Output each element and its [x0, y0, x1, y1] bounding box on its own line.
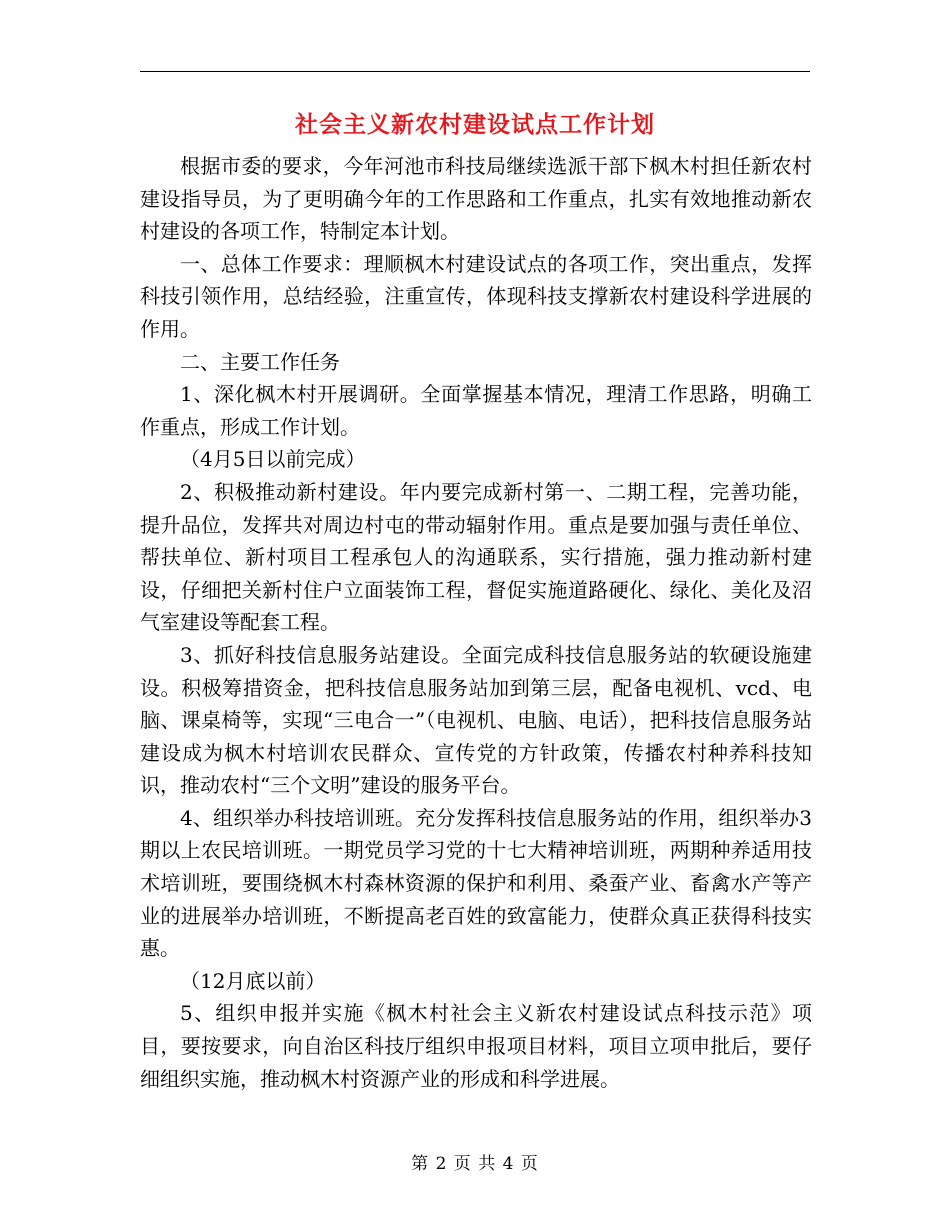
- paragraph-intro: 根据市委的要求，今年河池市科技局继续选派干部下枫木村担任新农村建设指导员，为了更明确今年的工作思路和工作重点，扎实有效地推动新农村建设的各项工作，特制定本计划。: [140, 154, 812, 244]
- paragraph-task-3: 3、抓好科技信息服务站建设。全面完成科技信息服务站的软硬设施建设。积极筹措资金，把科技信息服务站加到第三层，配备电视机、vcd、电脑、课桌椅等，实现“三电合一”（电视机、电脑、电话），把科技信息服务站建设成为枫木村培训农民群众、宣传党的方针政策，传播农村种养科技知识，推动农村“三个文明”建设的服务平台。: [140, 642, 812, 798]
- header-rule: [140, 71, 810, 72]
- document-title: 社会主义新农村建设试点工作计划: [295, 111, 655, 138]
- paragraph-task-4: 4、组织举办科技培训班。充分发挥科技信息服务站的作用，组织举办3期以上农民培训班。一期党员学习党的十七大精神培训班，两期种养适用技术培训班，要围绕枫木村森林资源的保护和利用、桑蚕产业、畜禽水产等产业的进展举办培训班，不断提高老百姓的致富能力，使群众真正获得科技实惠。: [140, 805, 812, 961]
- paragraph-general-requirements: 一、总体工作要求：理顺枫木村建设试点的各项工作，突出重点，发挥科技引领作用，总结经验，注重宣传，体现科技支撑新农村建设科学进展的作用。: [140, 251, 812, 341]
- paragraph-task-5: 5、组织申报并实施《枫木村社会主义新农村建设试点科技示范》项目，要按要求，向自治区科技厅组织申报项目材料，项目立项申批后，要仔细组织实施，推动枫木村资源产业的形成和科学进展。: [140, 1001, 812, 1091]
- document-body: [140, 150, 812, 1095]
- paragraph-task-1: 1、深化枫木村开展调研。全面掌握基本情况，理清工作思路，明确工作重点，形成工作计划。: [140, 382, 812, 439]
- paragraph-task-4-deadline: （12月底以前）: [180, 968, 326, 993]
- page-number-footer: 第 2 页 共 4 页: [411, 1154, 539, 1174]
- paragraph-task-1-deadline: （4月5日以前完成）: [180, 447, 366, 472]
- section-heading-main-tasks: 二、主要工作任务: [180, 349, 340, 374]
- paragraph-task-2: 2、积极推动新村建设。年内要完成新村第一、二期工程，完善功能，提升品位，发挥共对周边村屯的带动辐射作用。重点是要加强与责任单位、帮扶单位、新村项目工程承包人的沟通联系，实行措施，强力推动新村建设，仔细把关新村住户立面装饰工程，督促实施道路硬化、绿化、美化及沼气室建设等配套工程。: [140, 479, 812, 635]
